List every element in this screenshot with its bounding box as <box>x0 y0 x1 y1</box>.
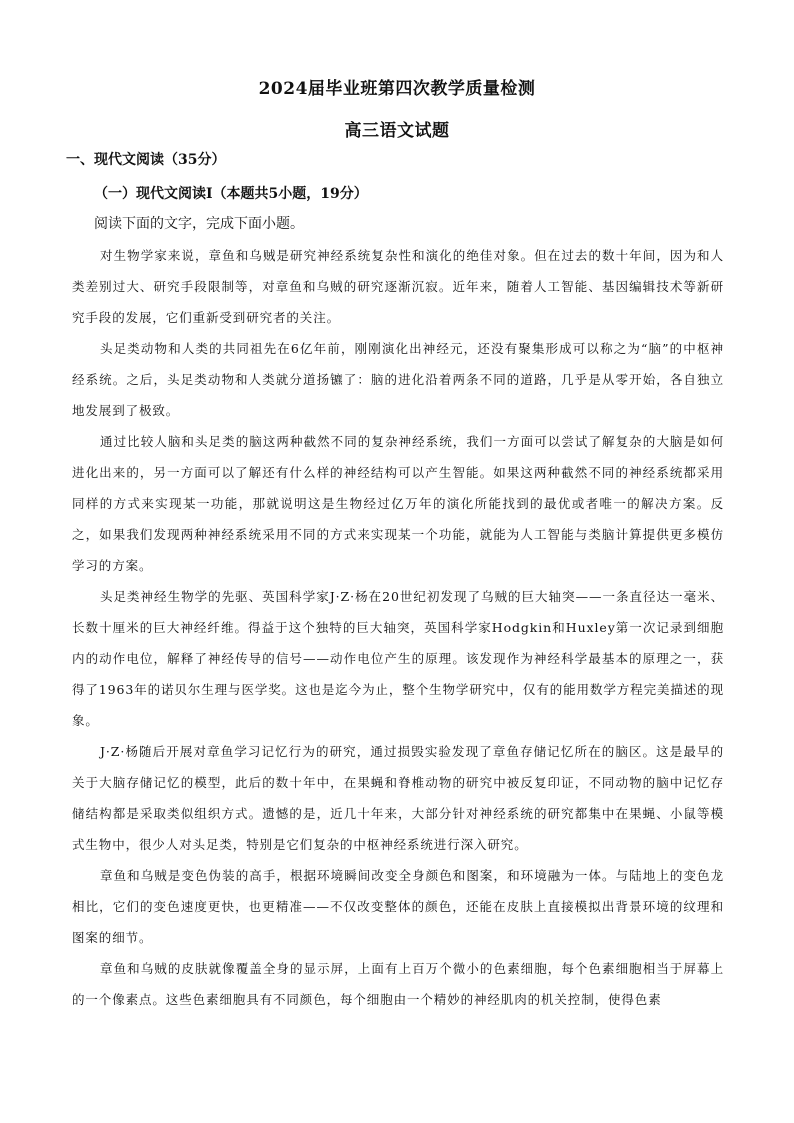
passage-paragraph: 章鱼和乌贼的皮肤就像覆盖全身的显示屏，上面有上百万个微小的色素细胞，每个色素细胞相当于屏幕上的一个像素点。这些色素细胞具有不同颜色，每个细胞由一个精妙的神经肌肉的机关控制，使得色素 <box>72 961 724 1007</box>
exam-title: 2024届毕业班第四次教学质量检测 <box>258 79 536 99</box>
reading-passage <box>72 240 724 1015</box>
subsection-heading: （一）现代文阅读Ⅰ（本题共5小题，19分） <box>94 186 368 202</box>
passage-paragraph: 头足类动物和人类的共同祖先在6亿年前，刚刚演化出神经元，还没有聚集形成可以称之为“脑”的中枢神经系统。之后，头足类动物和人类就分道扬镳了：脑的进化沿着两条不同的道路，几乎是从零开始，各自独立地发展到了极致。 <box>72 341 724 418</box>
section-heading: 一、现代文阅读（35分） <box>66 152 226 168</box>
reading-instruction: 阅读下面的文字，完成下面小题。 <box>94 216 304 232</box>
passage-paragraph: J·Z·杨随后开展对章鱼学习记忆行为的研究，通过损毁实验发现了章鱼存储记忆所在的脑区。这是最早的关于大脑存储记忆的模型，此后的数十年中，在果蝇和脊椎动物的研究中被反复印证，不同动物的脑中记忆存储结构都是采取类似组织方式。遗憾的是，近几十年来，大部分针对神经系统的研究都集中在果蝇、小鼠等模式生物中，很少人对头足类，特别是它们复杂的中枢神经系统进行深入研究。 <box>72 744 724 852</box>
exam-subtitle: 高三语文试题 <box>344 121 450 141</box>
passage-paragraph: 头足类神经生物学的先驱、英国科学家J·Z·杨在20世纪初发现了乌贼的巨大轴突——一条直径达一毫米、长数十厘米的巨大神经纤维。得益于这个独特的巨大轴突，英国科学家Hodgkin和Huxley第一次记录到细胞内的动作电位，解释了神经传导的信号——动作电位产生的原理。该发现作为神经科学最基本的原理之一，获得了1963年的诺贝尔生理与医学奖。这也是迄今为止，整个生物学研究中，仅有的能用数学方程完美描述的现象。 <box>72 589 724 728</box>
passage-paragraph: 章鱼和乌贼是变色伪装的高手，根据环境瞬间改变全身颜色和图案，和环境融为一体。与陆地上的变色龙相比，它们的变色速度更快，也更精准——不仅改变整体的颜色，还能在皮肤上直接模拟出背景环境的纹理和图案的细节。 <box>72 868 724 945</box>
passage-paragraph: 通过比较人脑和头足类的脑这两种截然不同的复杂神经系统，我们一方面可以尝试了解复杂的大脑是如何进化出来的，另一方面可以了解还有什么样的神经结构可以产生智能。如果这两种截然不同的神经系统都采用同样的方式来实现某一功能，那就说明这是生物经过亿万年的演化所能找到的最优或者唯一的解决方案。反之，如果我们发现两种神经系统采用不同的方式来实现某一个功能，就能为人工智能与类脑计算提供更多模仿学习的方案。 <box>72 434 724 573</box>
passage-paragraph: 对生物学家来说，章鱼和乌贼是研究神经系统复杂性和演化的绝佳对象。但在过去的数十年间，因为和人类差别过大、研究手段限制等，对章鱼和乌贼的研究逐渐沉寂。近年来，随着人工智能、基因编辑技术等新研究手段的发展，它们重新受到研究者的关注。 <box>72 248 724 325</box>
